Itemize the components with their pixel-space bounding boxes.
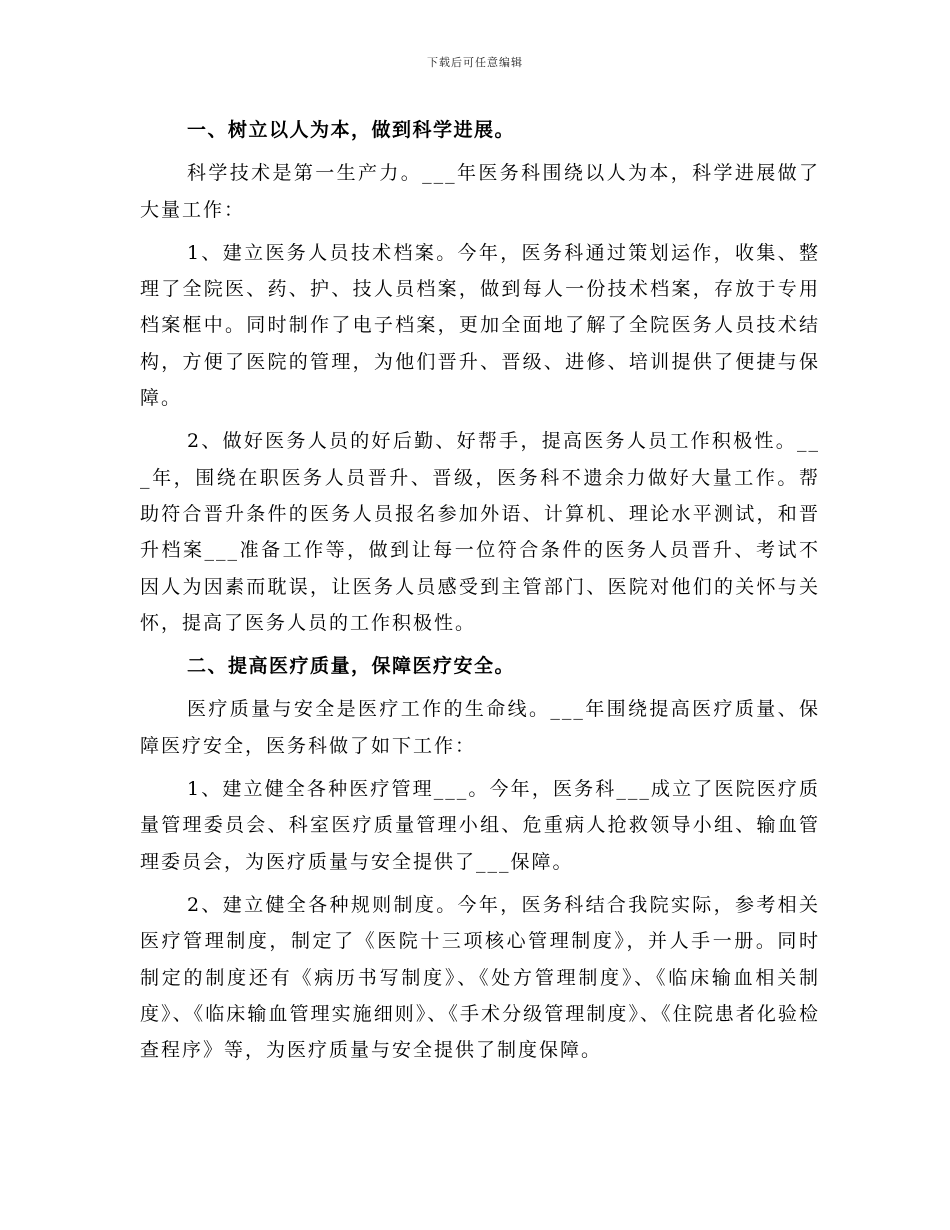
paragraph-intro-2: 医疗质量与安全是医疗工作的生命线。___年围绕提高医疗质量、保障医疗安全，医务科做了如下工作： [140,698,820,757]
section-heading-1: 一、树立以人为本，做到科学进展。 [187,119,516,141]
paragraph-item-1-2: 2、做好医务人员的好后勤、好帮手，提高医务人员工作积极性。___年，围绕在职医务人员晋升、晋级，医务科不遗余力做好大量工作。帮助符合晋升条件的医务人员报名参加外语、计算机、理论水平测试，和晋升档案___准备工作等，做到让每一位符合条件的医务人员晋升、考试不因人为因素而耽误，让医务人员感受到主管部门、医院对他们的关怀与关怀，提高了医务人员的工作积极性。 [140,430,820,634]
paragraph-intro-1: 科学技术是第一生产力。___年医务科围绕以人为本，科学进展做了大量工作： [140,162,820,221]
paragraph-item-2-1: 1、建立健全各种医疗管理___。今年，医务科___成立了医院医疗质量管理委员会、科室医疗质量管理小组、危重病人抢救领导小组、输血管理委员会，为医疗质量与安全提供了___保障。 [140,778,820,873]
paragraph-item-1-1: 1、建立医务人员技术档案。今年，医务科通过策划运作，收集、整理了全院医、药、护、技人员档案，做到每人一份技术档案，存放于专用档案框中。同时制作了电子档案，更加全面地了解了全院医务人员技术结构，方便了医院的管理，为他们晋升、晋级、进修、培训提供了便捷与保障。 [140,241,820,410]
document-body [140,112,820,1075]
page-header: 下载后可任意编辑 [427,56,523,69]
section-heading-2: 二、提高医疗质量，保障医疗安全。 [187,655,516,678]
paragraph-item-2-2: 2、建立健全各种规则制度。今年，医务科结合我院实际，参考相关医疗管理制度，制定了《医院十三项核心管理制度》，并人手一册。同时制定的制度还有《病历书写制度》、《处方管理制度》、《临床输血相关制度》、《临床输血管理实施细则》、《手术分级管理制度》、《住院患者化验检查程序》等，为医疗质量与安全提供了制度保障。 [140,893,820,1062]
